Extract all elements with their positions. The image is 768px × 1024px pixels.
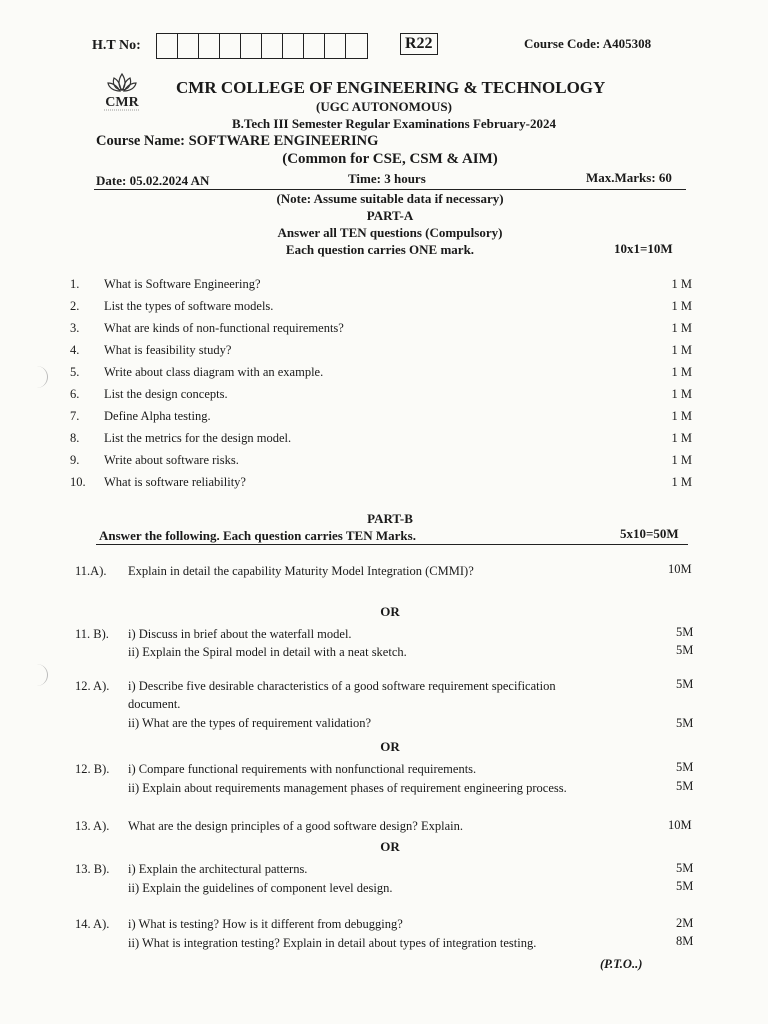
question-text: What is software reliability? bbox=[104, 475, 246, 489]
max-marks: Max.Marks: 60 bbox=[586, 170, 672, 185]
part-a-question bbox=[70, 299, 692, 319]
part-b-instruction: Answer the following. Each question carries TEN Marks. bbox=[99, 528, 416, 543]
q13b-i: i) Explain the architectural patterns. bbox=[128, 862, 308, 876]
part-a-question bbox=[70, 277, 692, 297]
ht-box bbox=[304, 34, 325, 58]
q14a-num: 14. A). bbox=[75, 917, 110, 931]
q12a-i: i) Describe five desirable characteristics of a good software requirement specification bbox=[128, 679, 556, 693]
q13a-num: 13. A). bbox=[75, 819, 110, 833]
q12a-num: 12. A). bbox=[75, 679, 110, 693]
q12b-i: i) Compare functional requirements with nonfunctional requirements. bbox=[128, 762, 477, 776]
part-a-instruction: Answer all TEN questions (Compulsory) bbox=[277, 225, 503, 240]
part-a-question bbox=[70, 453, 692, 473]
question-marks: 1 M bbox=[671, 343, 692, 357]
part-a-question bbox=[70, 365, 692, 385]
q14a-ii-marks: 8M bbox=[676, 934, 694, 948]
question-text: List the metrics for the design model. bbox=[104, 431, 292, 445]
question-marks: 1 M bbox=[671, 453, 692, 467]
ht-box bbox=[241, 34, 262, 58]
q13a-text: What are the design principles of a good software design? Explain. bbox=[128, 819, 463, 833]
or-separator: OR bbox=[380, 739, 400, 754]
margin-mark bbox=[33, 664, 48, 686]
question-marks: 1 M bbox=[671, 365, 692, 379]
question-number: 10. bbox=[70, 475, 86, 489]
question-marks: 1 M bbox=[671, 299, 692, 313]
question-marks: 1 M bbox=[671, 431, 692, 445]
question-text: Write about class diagram with an example. bbox=[104, 365, 324, 379]
common-for: (Common for CSE, CSM & AIM) bbox=[282, 151, 498, 167]
margin-mark bbox=[33, 366, 48, 388]
question-text: What is feasibility study? bbox=[104, 343, 232, 357]
q13b-ii: ii) Explain the guidelines of component level design. bbox=[128, 881, 393, 895]
ht-box bbox=[346, 34, 367, 58]
question-text: Write about software risks. bbox=[104, 453, 239, 467]
q14a-i: i) What is testing? How is it different from debugging? bbox=[128, 917, 403, 931]
ht-box bbox=[262, 34, 283, 58]
ht-box bbox=[325, 34, 346, 58]
question-number: 4. bbox=[70, 343, 80, 357]
q11b-ii: ii) Explain the Spiral model in detail with a neat sketch. bbox=[128, 645, 407, 659]
header-divider bbox=[94, 189, 686, 190]
regulation-badge: R22 bbox=[400, 33, 438, 55]
question-marks: 1 M bbox=[671, 277, 692, 291]
question-text: List the design concepts. bbox=[104, 387, 228, 401]
part-b-total: 5x10=50M bbox=[620, 526, 679, 541]
question-number: 3. bbox=[70, 321, 80, 335]
question-number: 2. bbox=[70, 299, 80, 313]
autonomous-label: (UGC AUTONOMOUS) bbox=[316, 99, 452, 114]
pto-note: (P.T.O..) bbox=[600, 957, 643, 971]
part-a-question bbox=[70, 321, 692, 341]
q12b-i-marks: 5M bbox=[676, 760, 694, 774]
q14a-i-marks: 2M bbox=[676, 916, 694, 930]
part-a-question bbox=[70, 343, 692, 363]
question-text: What is Software Engineering? bbox=[104, 277, 261, 291]
part-a-question bbox=[70, 387, 692, 407]
part-a-each: Each question carries ONE mark. bbox=[285, 242, 475, 257]
note: (Note: Assume suitable data if necessary) bbox=[276, 191, 504, 206]
q11b-ii-marks: 5M bbox=[676, 643, 694, 657]
college-name: CMR COLLEGE OF ENGINEERING & TECHNOLOGY bbox=[176, 78, 606, 97]
or-separator: OR bbox=[380, 604, 400, 619]
q13a-marks: 10M bbox=[668, 818, 692, 832]
exam-title: B.Tech III Semester Regular Examinations February-2024 bbox=[231, 116, 557, 131]
part-a-total: 10x1=10M bbox=[614, 241, 673, 256]
q11b-num: 11. B). bbox=[75, 627, 109, 641]
question-marks: 1 M bbox=[671, 321, 692, 335]
question-number: 6. bbox=[70, 387, 80, 401]
part-a-question bbox=[70, 475, 692, 495]
ht-box bbox=[178, 34, 199, 58]
question-number: 1. bbox=[70, 277, 80, 291]
q12b-ii: ii) Explain about requirements management phases of requirement engineering process. bbox=[128, 781, 567, 795]
q14a-ii: ii) What is integration testing? Explain in detail about types of integration testing. bbox=[128, 936, 537, 950]
q11a-marks: 10M bbox=[668, 562, 692, 576]
part-a-title: PART-A bbox=[366, 208, 414, 223]
part-b-title: PART-B bbox=[367, 511, 413, 526]
q12a-ii: ii) What are the types of requirement validation? bbox=[128, 716, 372, 730]
q12a-ii-marks: 5M bbox=[676, 716, 694, 730]
question-number: 8. bbox=[70, 431, 80, 445]
ht-box bbox=[199, 34, 220, 58]
question-number: 7. bbox=[70, 409, 80, 423]
question-text: Define Alpha testing. bbox=[104, 409, 211, 423]
exam-time: Time: 3 hours bbox=[348, 171, 426, 186]
q12b-ii-marks: 5M bbox=[676, 779, 694, 793]
or-separator: OR bbox=[380, 839, 400, 854]
ht-box bbox=[220, 34, 241, 58]
q13b-num: 13. B). bbox=[75, 862, 110, 876]
q12b-num: 12. B). bbox=[75, 762, 110, 776]
q13b-i-marks: 5M bbox=[676, 861, 694, 875]
q11a-text: Explain in detail the capability Maturity Model Integration (CMMI)? bbox=[128, 564, 474, 578]
ht-box bbox=[283, 34, 304, 58]
q12a-i-marks: 5M bbox=[676, 677, 694, 691]
part-a-question bbox=[70, 431, 692, 451]
exam-date: Date: 05.02.2024 AN bbox=[96, 173, 210, 188]
part-b-divider bbox=[96, 544, 688, 545]
q11b-i-marks: 5M bbox=[676, 625, 694, 639]
question-text: List the types of software models. bbox=[104, 299, 274, 313]
part-a-question bbox=[70, 409, 692, 429]
q11b-i: i) Discuss in brief about the waterfall model. bbox=[128, 627, 352, 641]
question-marks: 1 M bbox=[671, 409, 692, 423]
question-marks: 1 M bbox=[671, 387, 692, 401]
ht-box bbox=[157, 34, 178, 58]
ht-no-label: H.T No: bbox=[92, 38, 141, 53]
course-code: Course Code: A405308 bbox=[524, 36, 652, 51]
course-name: Course Name: SOFTWARE ENGINEERING bbox=[96, 133, 379, 149]
question-number: 9. bbox=[70, 453, 80, 467]
question-number: 5. bbox=[70, 365, 80, 379]
logo-text: CMR bbox=[105, 95, 139, 110]
q13b-ii-marks: 5M bbox=[676, 879, 694, 893]
question-marks: 1 M bbox=[671, 475, 692, 489]
q12a-i-cont: document. bbox=[128, 697, 181, 711]
question-text: What are kinds of non-functional requirements? bbox=[104, 321, 344, 335]
ht-no-boxes bbox=[156, 33, 368, 59]
q11a-num: 11.A). bbox=[75, 564, 107, 578]
